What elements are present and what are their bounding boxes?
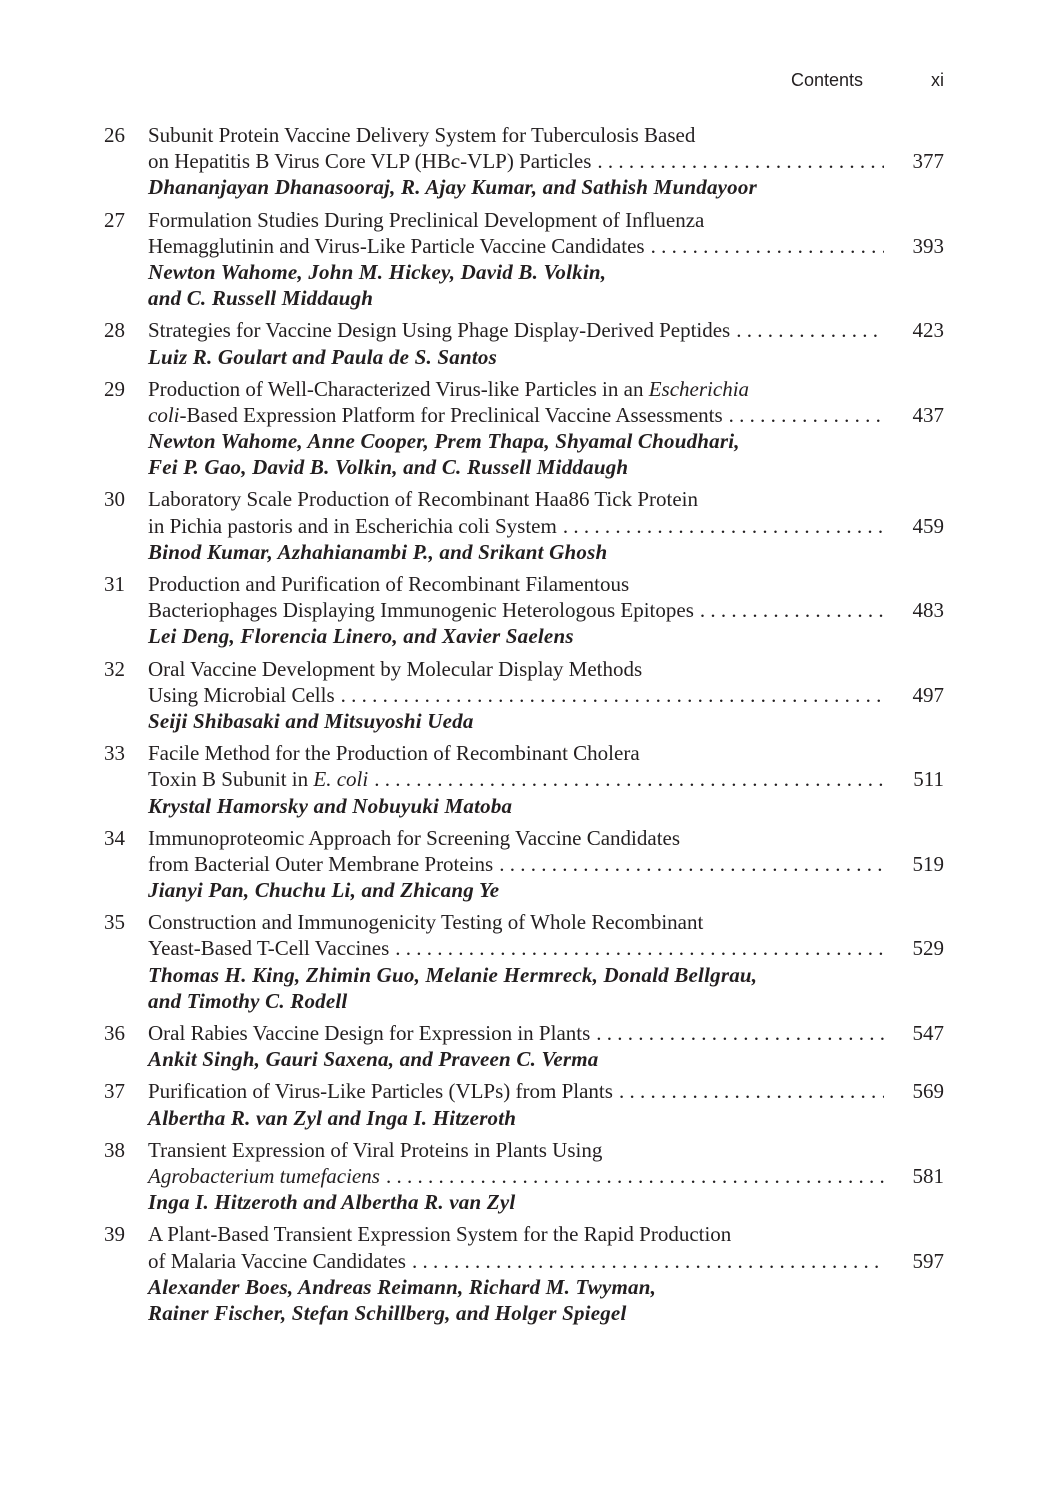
chapter-number: 29: [104, 376, 125, 401]
chapter-authors: and Timothy C. Rodell: [148, 988, 348, 1013]
chapter-authors: Ankit Singh, Gauri Saxena, and Praveen C. Verma: [148, 1047, 599, 1072]
chapter-authors: Seiji Shibasaki and Mitsuyoshi Ueda: [148, 708, 474, 733]
chapter-title-leader-line: [148, 1163, 944, 1189]
chapter-title-leader-line: [148, 851, 944, 877]
chapter-authors: Krystal Hamorsky and Nobuyuki Matoba: [148, 793, 513, 818]
chapter-title-line: Production and Purification of Recombinant Filamentous: [148, 572, 630, 596]
chapter-page-number: 511: [913, 767, 944, 792]
dot-leader: [619, 1078, 884, 1104]
chapter-title-last-line: Yeast-Based T-Cell Vaccines: [148, 936, 390, 961]
chapter-number: 31: [104, 572, 125, 596]
title-italic-text: coli: [148, 402, 180, 427]
dot-leader: [341, 682, 884, 708]
dot-leader: [651, 233, 884, 259]
dot-leader: [596, 1020, 884, 1046]
chapter-authors: Luiz R. Goulart and Paula de S. Santos: [148, 344, 497, 369]
toc-entry-34[interactable]: [104, 825, 944, 904]
dot-leader: [395, 935, 884, 961]
chapter-title-line: Subunit Protein Vaccine Delivery System for Tuberculosis Based: [148, 123, 696, 147]
chapter-authors: Dhananjayan Dhanasooraj, R. Ajay Kumar, and Sathish Mundayoor: [148, 175, 757, 200]
entry-body: [148, 1221, 944, 1326]
chapter-page-number: 483: [912, 598, 944, 623]
chapter-page-number: 529: [912, 936, 944, 961]
chapter-title-last-line: [148, 402, 729, 428]
toc-entry-35[interactable]: [104, 909, 944, 1014]
chapter-title-line: Immunoproteomic Approach for Screening Vaccine Candidates: [148, 825, 681, 850]
toc-entry-26[interactable]: [104, 122, 944, 201]
title-text: -Based Expression Platform for Preclinical Vaccine Assessments: [179, 402, 723, 427]
dot-leader: [563, 513, 884, 539]
dot-leader: [374, 766, 884, 792]
chapter-number: 27: [104, 207, 125, 232]
chapter-title-last-line: in Pichia pastoris and in Escherichia coli System: [148, 513, 557, 538]
chapter-page-number: 519: [912, 851, 944, 876]
chapter-authors: Inga I. Hitzeroth and Albertha R. van Zyl: [148, 1190, 516, 1215]
chapter-number: 28: [104, 318, 125, 343]
table-of-contents: [104, 122, 944, 1332]
chapter-page-number: 377: [912, 149, 944, 174]
chapter-authors: Newton Wahome, Anne Cooper, Prem Thapa, Shyamal Choudhari,: [148, 429, 740, 454]
dot-leader: [729, 402, 884, 428]
entry-body: [148, 486, 944, 565]
entry-body: [148, 825, 944, 904]
dot-leader: [386, 1163, 884, 1189]
entry-body: [148, 1137, 944, 1216]
chapter-title-leader-line: [148, 597, 944, 623]
chapter-page-number: 569: [912, 1079, 944, 1104]
toc-entry-33[interactable]: [104, 740, 944, 819]
entry-body: [148, 317, 944, 369]
chapter-title-line: Oral Vaccine Development by Molecular Display Methods: [148, 656, 643, 681]
chapter-authors: Binod Kumar, Azhahianambi P., and Srikant Ghosh: [148, 539, 608, 564]
chapter-title-leader-line: [148, 317, 944, 343]
chapter-title-leader-line: [148, 1020, 944, 1046]
chapter-authors: Rainer Fischer, Stefan Schillberg, and Holger Spiegel: [148, 1300, 627, 1325]
toc-entry-30[interactable]: [104, 486, 944, 565]
title-italic-text: E. coli: [313, 767, 369, 792]
chapter-title-leader-line: [148, 682, 944, 708]
dot-leader: [499, 851, 884, 877]
chapter-title-last-line: of Malaria Vaccine Candidates: [148, 1248, 406, 1273]
toc-entry-28[interactable]: [104, 317, 944, 369]
title-text: Toxin B Subunit in: [148, 767, 314, 792]
chapter-title-last-line: on Hepatitis B Virus Core VLP (HBc-VLP) Particles: [148, 149, 592, 174]
chapter-number: 33: [104, 741, 125, 766]
chapter-authors: Albertha R. van Zyl and Inga I. Hitzeroth: [148, 1105, 517, 1130]
chapter-number: 26: [104, 123, 125, 147]
toc-entry-27[interactable]: [104, 207, 944, 312]
dot-leader: [700, 597, 884, 623]
entry-body: [148, 1020, 944, 1072]
toc-entry-31[interactable]: [104, 571, 944, 650]
chapter-title-leader-line: [148, 766, 944, 792]
chapter-page-number: 393: [912, 233, 944, 258]
chapter-number: 38: [104, 1137, 125, 1162]
chapter-title-line: Formulation Studies During Preclinical Development of Influenza: [148, 207, 705, 232]
chapter-page-number: 423: [912, 318, 944, 343]
chapter-title-leader-line: [148, 402, 944, 428]
running-head-title: Contents: [790, 70, 863, 90]
chapter-page-number: 581: [912, 1163, 944, 1188]
chapter-title-line: Transient Expression of Viral Proteins in Plants Using: [148, 1137, 603, 1162]
chapter-page-number: 497: [912, 682, 944, 707]
chapter-title-leader-line: [148, 1078, 944, 1104]
chapter-number: 34: [104, 825, 125, 850]
chapter-authors: Fei P. Gao, David B. Volkin, and C. Russell Middaugh: [148, 455, 629, 480]
chapter-title-line: Laboratory Scale Production of Recombinant Haa86 Tick Protein: [148, 487, 698, 512]
chapter-title-leader-line: [148, 233, 944, 259]
chapter-authors: Jianyi Pan, Chuchu Li, and Zhicang Ye: [148, 878, 500, 903]
chapter-title-last-line: Purification of Virus-Like Particles (VLPs) from Plants: [148, 1079, 613, 1104]
chapter-title-last-line: Strategies for Vaccine Design Using Phage Display-Derived Peptides: [148, 318, 731, 343]
chapter-number: 35: [104, 910, 125, 935]
chapter-title-line: Construction and Immunogenicity Testing of Whole Recombinant: [148, 910, 704, 935]
toc-entry-37[interactable]: [104, 1078, 944, 1130]
entry-body: [148, 207, 944, 312]
dot-leader: [736, 317, 884, 343]
chapter-title-last-line: Hemagglutinin and Virus-Like Particle Vaccine Candidates: [148, 233, 645, 258]
chapter-title-last-line: Agrobacterium tumefaciens: [148, 1163, 380, 1188]
chapter-title-last-line: Oral Rabies Vaccine Design for Expression in Plants: [148, 1021, 591, 1045]
toc-entry-39[interactable]: [104, 1221, 944, 1326]
chapter-number: 36: [104, 1021, 125, 1045]
chapter-authors: Thomas H. King, Zhimin Guo, Melanie Hermreck, Donald Bellgrau,: [148, 962, 758, 987]
entry-body: [148, 571, 944, 650]
toc-entry-32[interactable]: [104, 656, 944, 735]
chapter-authors: and C. Russell Middaugh: [148, 286, 374, 311]
chapter-page-number: 597: [912, 1248, 944, 1273]
chapter-title-line: [148, 376, 944, 402]
toc-entry-29[interactable]: [104, 376, 944, 481]
chapter-title-leader-line: [148, 513, 944, 539]
title-italic-text: Escherichia: [648, 376, 750, 401]
running-head: [0, 70, 944, 94]
toc-entry-38[interactable]: [104, 1137, 944, 1216]
entry-body: [148, 1078, 944, 1130]
chapter-authors: Alexander Boes, Andreas Reimann, Richard M. Twyman,: [148, 1274, 657, 1299]
chapter-number: 39: [104, 1222, 125, 1247]
chapter-authors: Lei Deng, Florencia Linero, and Xavier Saelens: [148, 624, 574, 649]
entry-body: [148, 122, 944, 201]
chapter-title-last-line: from Bacterial Outer Membrane Proteins: [148, 851, 494, 876]
entry-body: [148, 909, 944, 1014]
chapter-page-number: 437: [912, 402, 944, 427]
dot-leader: [412, 1248, 884, 1274]
chapter-page-number: 547: [912, 1021, 944, 1045]
chapter-number: 32: [104, 656, 125, 681]
chapter-title-last-line: Bacteriophages Displaying Immunogenic Heterologous Epitopes: [148, 598, 694, 623]
chapter-title-line: Facile Method for the Production of Recombinant Cholera: [148, 741, 640, 766]
chapter-number: 37: [104, 1079, 125, 1104]
running-head-page-number: xi: [931, 70, 944, 90]
chapter-title-line: A Plant-Based Transient Expression System for the Rapid Production: [148, 1222, 732, 1247]
entry-body: [148, 740, 944, 819]
chapter-title-last-line: [148, 766, 374, 792]
chapter-title-leader-line: [148, 148, 944, 174]
dot-leader: [597, 148, 884, 174]
title-text: Production of Well-Characterized Virus-like Particles in an: [148, 376, 649, 401]
chapter-authors: Newton Wahome, John M. Hickey, David B. Volkin,: [148, 259, 607, 284]
entry-body: [148, 656, 944, 735]
toc-entry-36[interactable]: [104, 1020, 944, 1072]
chapter-title-leader-line: [148, 1248, 944, 1274]
entry-body: [148, 376, 944, 481]
chapter-title-leader-line: [148, 935, 944, 961]
chapter-title-last-line: Using Microbial Cells: [148, 682, 335, 707]
chapter-page-number: 459: [912, 513, 944, 538]
chapter-number: 30: [104, 487, 125, 512]
